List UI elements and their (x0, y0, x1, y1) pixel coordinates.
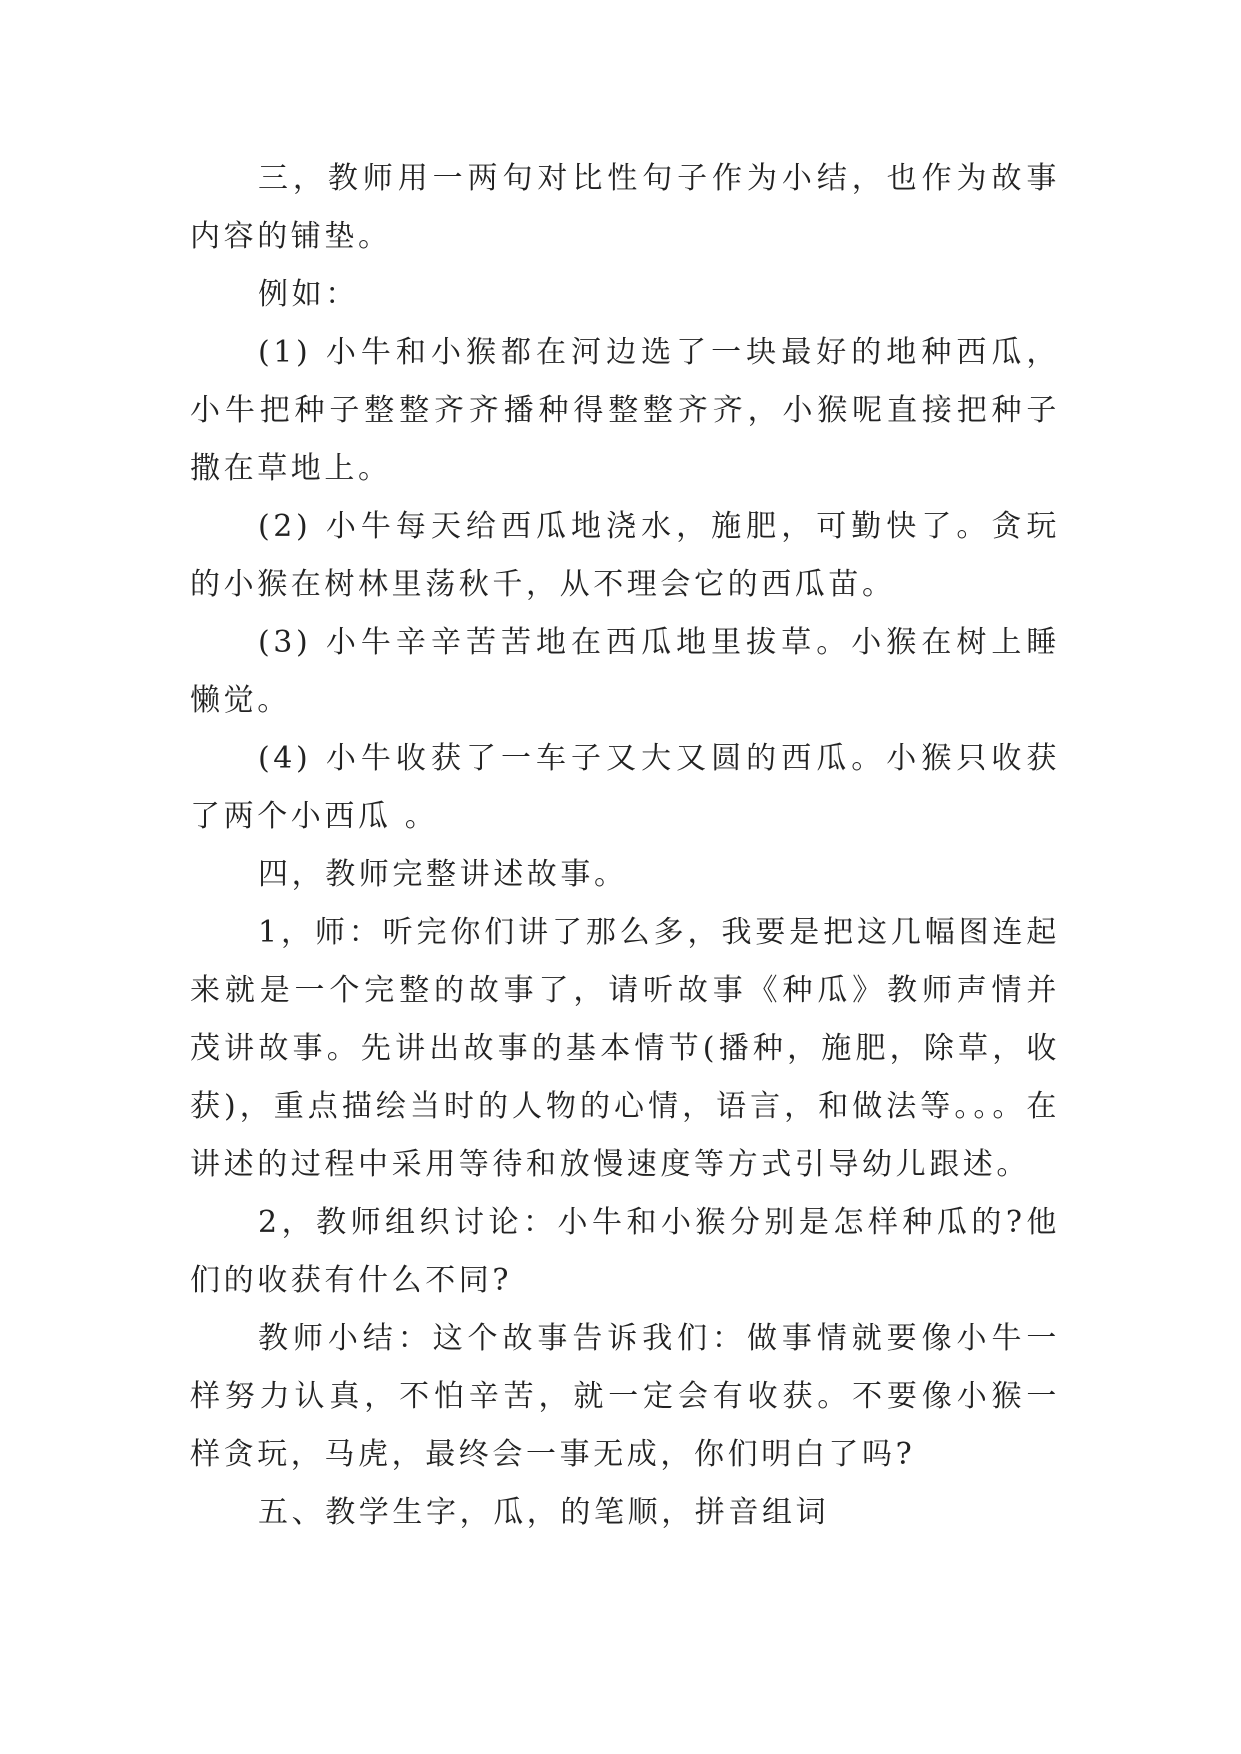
paragraph-summary-intro: 三，教师用一两句对比性句子作为小结，也作为故事内容的铺垫。 (190, 161, 1060, 254)
paragraph-section-five: 五、教学生字，瓜，的笔顺，拼音组词 (258, 1495, 830, 1530)
paragraph-example-label: 例如： (258, 277, 359, 312)
paragraph-step-1: 1，师：听完你们讲了那么多，我要是把这几幅图连起来就是一个完整的故事了，请听故事《种瓜》教师声情并茂讲故事。先讲出故事的基本情节(播种，施肥，除草，收获)，重点描绘当时的人物的心情，语言，和做法等。。。在讲述的过程中采用等待和放慢速度等方式引导幼儿跟述。 (190, 915, 1060, 1182)
paragraph-example-3: (3) 小牛辛辛苦苦地在西瓜地里拔草。小猴在树上睡懒觉。 (190, 625, 1060, 718)
paragraph-teacher-summary: 教师小结：这个故事告诉我们：做事情就要像小牛一样努力认真，不怕辛苦，就一定会有收获。不要像小猴一样贪玩，马虎，最终会一事无成，你们明白了吗? (190, 1321, 1060, 1472)
paragraph-section-four: 四，教师完整讲述故事。 (258, 857, 628, 892)
paragraph-example-2: (2) 小牛每天给西瓜地浇水，施肥，可勤快了。贪玩的小猴在树林里荡秋千，从不理会它的西瓜苗。 (190, 509, 1060, 602)
paragraph-step-2: 2，教师组织讨论：小牛和小猴分别是怎样种瓜的?他们的收获有什么不同? (190, 1205, 1060, 1298)
paragraph-example-1: (1) 小牛和小猴都在河边选了一块最好的地种西瓜，小牛把种子整整齐齐播种得整整齐齐，小猴呢直接把种子撒在草地上。 (190, 335, 1060, 486)
paragraph-example-4: (4) 小牛收获了一车子又大又圆的西瓜。小猴只收获了两个小西瓜 。 (190, 741, 1060, 834)
document-page (190, 150, 1060, 1542)
